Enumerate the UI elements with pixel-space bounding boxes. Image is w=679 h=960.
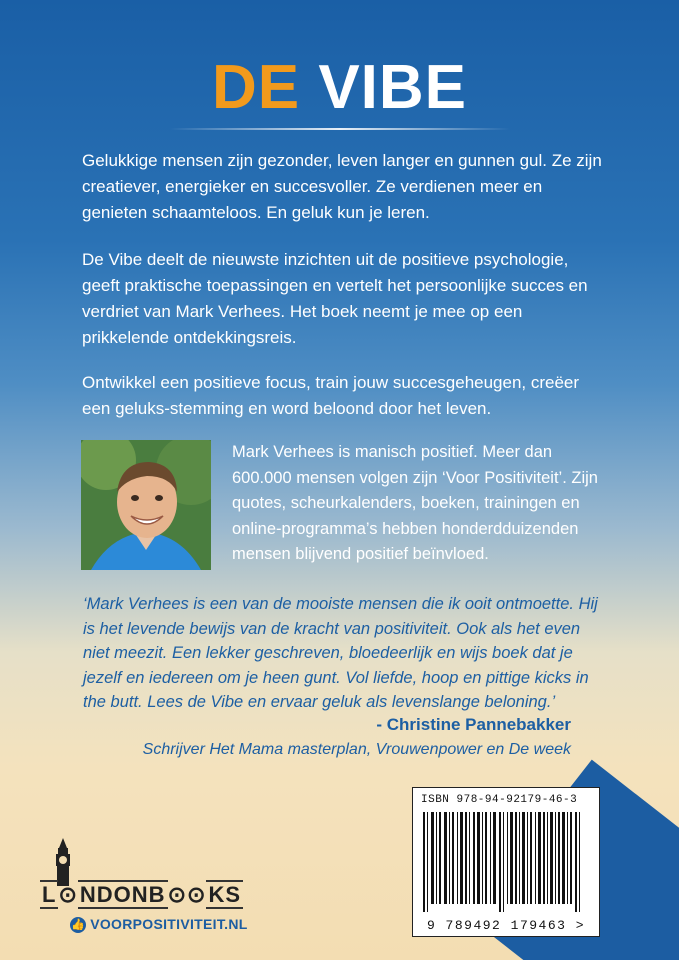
publisher-name: L⊙NDONB⊙⊙KS [42,882,241,907]
book-title [0,52,679,123]
blurb-paragraph-2: De Vibe deelt de nieuwste inzichten uit de positieve psychologie, geeft praktische toepassingen en vertelt het persoonlijke succes en verdriet van Mark Verhees. Het boek neemt je mee op een prikkelende ontdekkingsreis. [82,250,588,347]
barcode-bars [421,812,591,912]
author-photo [81,440,211,570]
endorsement-role: Schrijver Het Mama masterplan, Vrouwenpower en De week [142,741,571,758]
big-ben-icon [46,838,80,886]
isbn-label: ISBN 978-94-92179-46-3 [421,794,578,806]
blurb-paragraph-1: Gelukkige mensen zijn gezonder, leven langer en gunnen gul. Ze zijn creatiever, energieker en succesvoller. Ze verdienen meer en genieten schaamteloos. En geluk kun je leren. [82,151,602,222]
barcode-number: 9 789492 179463 > [426,918,586,933]
publisher-logo [40,838,250,938]
publisher-website: 👍 VOORPOSITIVITEIT.NL [71,916,248,932]
endorsement-author: - Christine Pannebakker [376,715,571,734]
title-de: DE [211,53,301,122]
title-vibe: VIBE [318,53,468,122]
barcode [412,787,600,937]
title-divider [170,128,510,130]
blurb-paragraph-3: Ontwikkel een positieve focus, train jouw succesgeheugen, creëer een geluks-stemming en word beloond door het leven. [82,373,580,418]
thumbs-up-icon: 👍 [71,919,85,932]
endorsement-quote: ‘Mark Verhees is een van de mooiste mensen die ik ooit ontmoette. Hij is het levende bewijs van de kracht van positiviteit. Ook als het even niet meezit. Een lekker geschreven, bloedeerlijk en wijs boek dat je jezelf en iedereen om je heen gunt. Vol liefde, hoop en pittige kicks in the butt. Lees de Vibe en ervaar geluk als levenslange beloning.’ [83,595,598,711]
author-bio: Mark Verhees is manisch positief. Meer dan 600.000 mensen volgen zijn ‘Voor Positiviteit’. Zijn quotes, scheurkalenders, boeken, trainingen en online-programma’s hebben honderdduizenden mensen blijvend positief beïnvloed. [232,443,598,563]
